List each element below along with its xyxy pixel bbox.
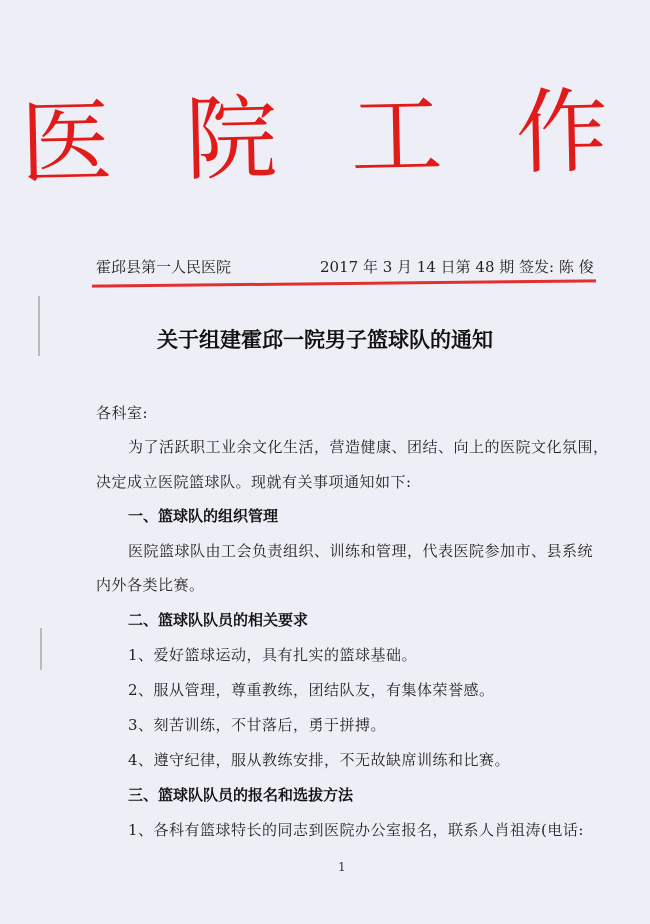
page-number: 1 — [338, 860, 346, 874]
section-line: 内外各类比赛。 — [96, 576, 205, 594]
list-item: 1、各科有篮球特长的同志到医院办公室报名，联系人肖祖涛(电话: — [128, 821, 584, 839]
section-heading: 三、篮球队队员的报名和选拔方法 — [128, 786, 354, 804]
issue-info: 2017 年 3 月 14 日第 48 期 签发: 陈 俊 — [320, 258, 594, 276]
section-heading: 二、篮球队队员的相关要求 — [128, 611, 309, 629]
issuer-name: 霍邱县第一人民医院 — [96, 258, 232, 276]
salutation: 各科室: — [96, 404, 149, 422]
section-heading: 一、篮球队的组织管理 — [128, 507, 279, 525]
section-line: 医院篮球队由工会负责组织、训练和管理，代表医院参加市、县系统 — [128, 542, 594, 560]
list-item: 3、刻苦训练，不甘落后，勇于拼搏。 — [128, 716, 387, 734]
red-rule-divider — [92, 279, 596, 287]
list-item: 4、遵守纪律，服从教练安排，不无故缺席训练和比赛。 — [128, 751, 511, 769]
list-item: 2、服从管理，尊重教练，团结队友，有集体荣誉感。 — [128, 681, 495, 699]
intro-line: 为了活跃职工业余文化生活，营造健康、团结、向上的医院文化氛围， — [128, 438, 609, 456]
list-item: 1、爱好篮球运动，具有扎实的篮球基础。 — [128, 646, 418, 664]
document-title: 关于组建霍邱一院男子篮球队的通知 — [157, 328, 493, 352]
binding-mark — [40, 628, 42, 670]
masthead-title: 医 院 工 作 — [19, 77, 631, 198]
intro-line: 决定成立医院篮球队。现就有关事项通知如下: — [96, 473, 412, 491]
